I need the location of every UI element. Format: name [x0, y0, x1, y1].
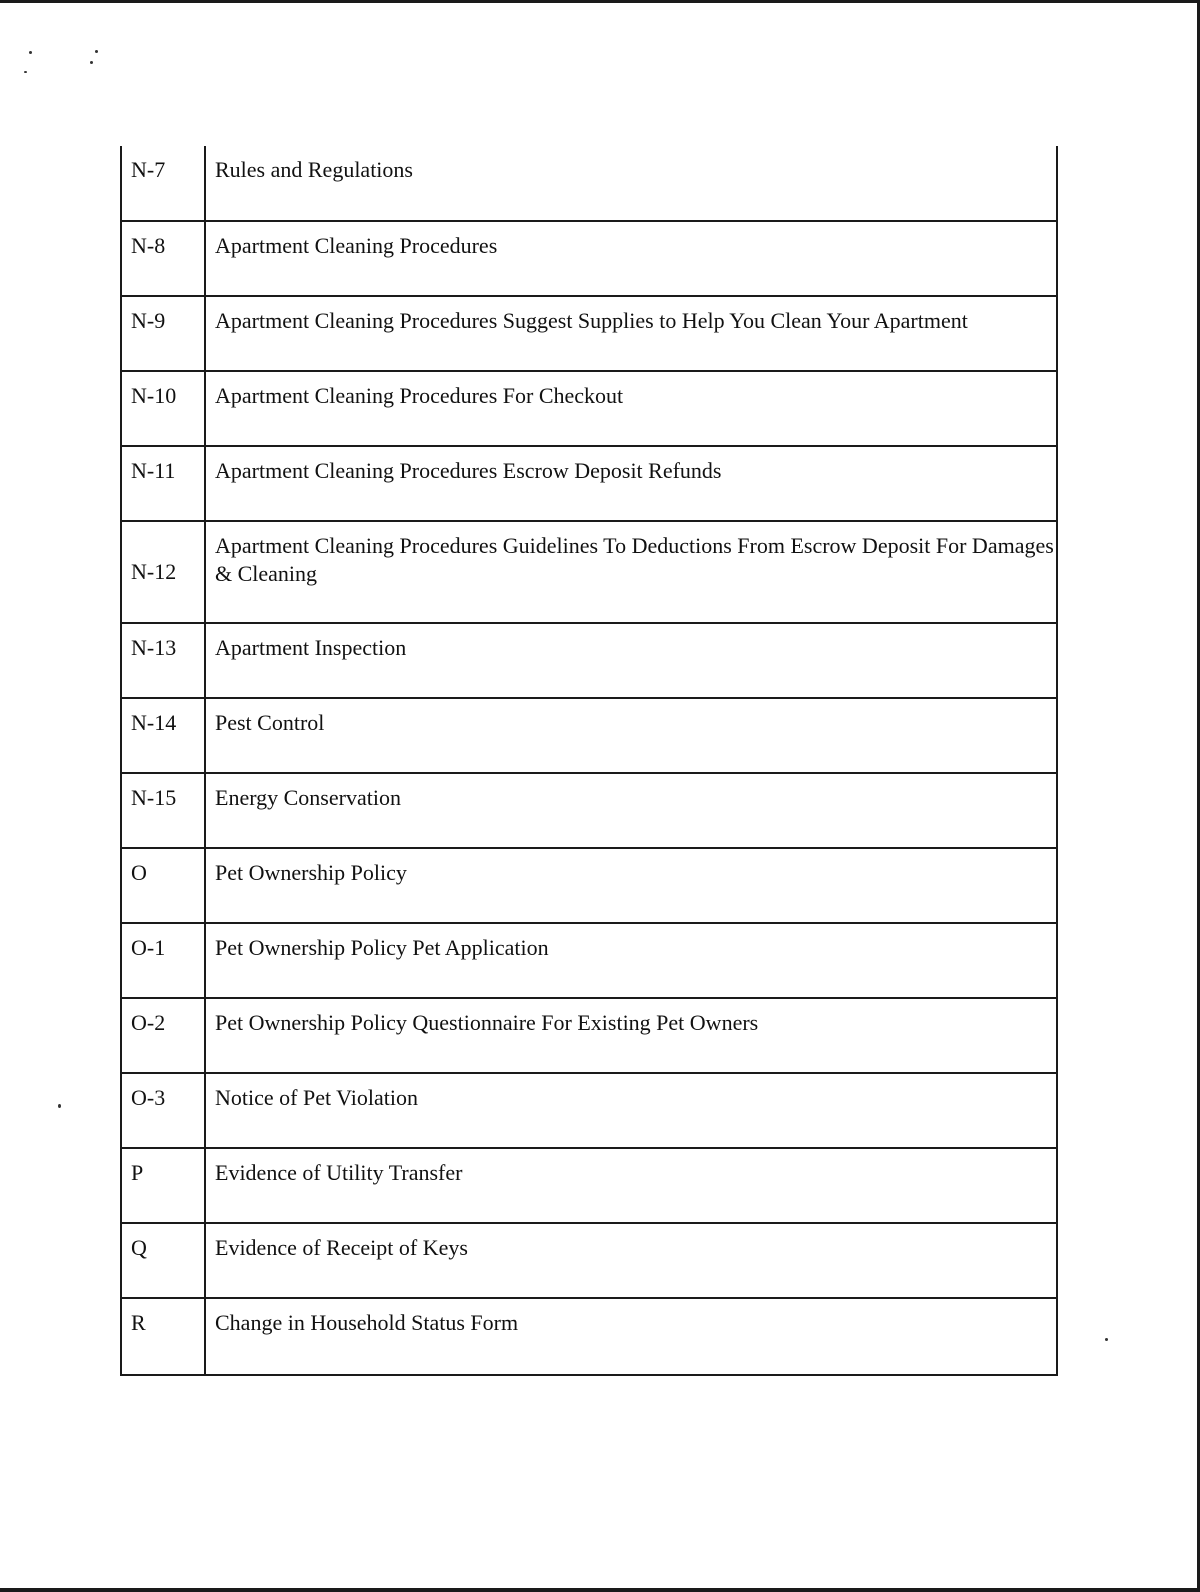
exhibit-code: N-7: [121, 146, 205, 221]
exhibit-title: Energy Conservation: [205, 773, 1057, 848]
exhibit-code: N-14: [121, 698, 205, 773]
scan-speck: [90, 61, 93, 64]
exhibit-title: Apartment Inspection: [205, 623, 1057, 698]
scan-speck: [58, 1104, 61, 1108]
exhibit-code: P: [121, 1148, 205, 1223]
exhibit-code: N-11: [121, 446, 205, 521]
table-row: [121, 521, 1057, 623]
exhibit-code: N-9: [121, 296, 205, 371]
exhibit-title: Evidence of Utility Transfer: [205, 1148, 1057, 1223]
page-border-bottom: [0, 1588, 1200, 1592]
scan-speck: [24, 71, 27, 73]
exhibit-code: N-10: [121, 371, 205, 446]
table-row: [121, 1223, 1057, 1298]
exhibit-code: N-13: [121, 623, 205, 698]
exhibit-code: N-12: [121, 521, 205, 623]
table-row: [121, 446, 1057, 521]
table-row: [121, 773, 1057, 848]
exhibit-title: Apartment Cleaning Procedures Escrow Deposit Refunds: [205, 446, 1057, 521]
table-row: [121, 1148, 1057, 1223]
exhibit-code: N-15: [121, 773, 205, 848]
exhibit-index-table: [120, 146, 1058, 1376]
exhibit-title: Rules and Regulations: [205, 146, 1057, 221]
table-row: [121, 221, 1057, 296]
table-row: [121, 848, 1057, 923]
exhibit-title: Pet Ownership Policy: [205, 848, 1057, 923]
table-row: [121, 698, 1057, 773]
table-row: [121, 1073, 1057, 1148]
exhibit-code: Q: [121, 1223, 205, 1298]
exhibit-title: Pet Ownership Policy Questionnaire For Existing Pet Owners: [205, 998, 1057, 1073]
table-row: [121, 998, 1057, 1073]
exhibit-title: Notice of Pet Violation: [205, 1073, 1057, 1148]
exhibit-code: N-8: [121, 221, 205, 296]
exhibit-title: Apartment Cleaning Procedures Guidelines To Deductions From Escrow Deposit For Damages & Cleaning: [205, 521, 1057, 623]
exhibit-title: Apartment Cleaning Procedures: [205, 221, 1057, 296]
exhibit-title: Evidence of Receipt of Keys: [205, 1223, 1057, 1298]
table-row: [121, 371, 1057, 446]
exhibit-code: O: [121, 848, 205, 923]
table-row: [121, 623, 1057, 698]
exhibit-title: Apartment Cleaning Procedures Suggest Supplies to Help You Clean Your Apartment: [205, 296, 1057, 371]
table-row: [121, 296, 1057, 371]
exhibit-code: O-3: [121, 1073, 205, 1148]
table-row: [121, 146, 1057, 221]
exhibit-title: Pest Control: [205, 698, 1057, 773]
exhibit-title: Change in Household Status Form: [205, 1298, 1057, 1375]
exhibit-title: Pet Ownership Policy Pet Application: [205, 923, 1057, 998]
scan-speck: [95, 50, 98, 53]
table-row: [121, 923, 1057, 998]
scan-speck: [1105, 1338, 1108, 1341]
exhibit-code: R: [121, 1298, 205, 1375]
exhibit-title: Apartment Cleaning Procedures For Checkout: [205, 371, 1057, 446]
exhibit-code: O-1: [121, 923, 205, 998]
scan-speck: [29, 51, 32, 54]
page-border-top: [0, 0, 1200, 3]
exhibit-code: O-2: [121, 998, 205, 1073]
table-row: [121, 1298, 1057, 1375]
